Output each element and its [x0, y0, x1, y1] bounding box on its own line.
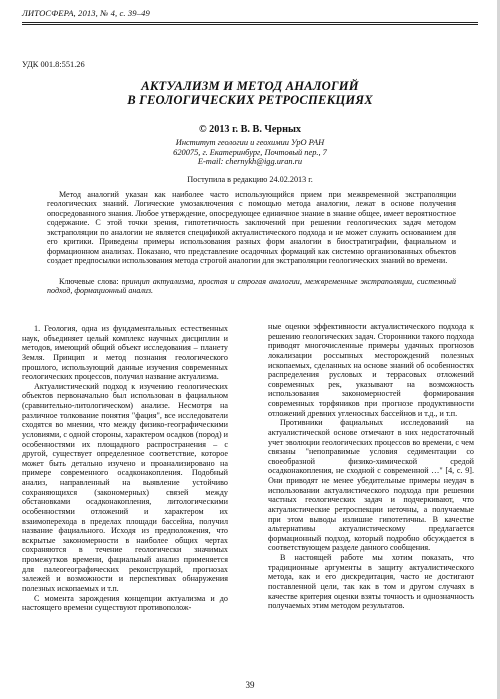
header-rule: [22, 22, 478, 23]
article-title: [60, 79, 440, 107]
keywords-label: Ключевые слова:: [59, 277, 119, 286]
affiliation-email: E-mail: chernykh@igg.uran.ru: [197, 157, 303, 167]
left-paragraph-3: С момента зарождения концепции актуализма и до настоящего времени существуют противополож-: [22, 593, 228, 613]
left-paragraph-1: 1. Геология, одна из фундаментальных естественных наук, объединяет целый комплекс научных дисциплин и методов, имеющий общий объект исследования – планету Земля. Принцип и метод познания геологического прошлого, использующий данные изучения современных геологических процессов, получил название актуализма.: [22, 324, 228, 382]
affiliation-address: 620075, г. Екатеринбург, Почтовый пер., 7: [173, 147, 327, 157]
abstract: Метод аналогий указан как наиболее часто использующийся прием при межвременной экстраполяции геологических знаний. Логические умозаключения с помощью метода аналогии, лежат в основе получения опосредованного знания. Любое утверждение, опосредующее единичное знание в знание общее, имеет вероятностное содержание. С этой точки зрения, гипотетичность заключений при решении геологических задач методом экстраполяции по аналогии не является спецификой актуалистического подхода и не может служить основанием для его критики. Приведены примеры использования разных форм аналогии в биостратиграфии, фациальном и формационном анализах. Показано, что представление осадочных формаций как системно организованных объектов создает предпосылки использования метода строгой аналогии для экстраполяции геологических знаний во времени.: [47, 190, 456, 266]
running-head: ЛИТОСФЕРА, 2013, № 4, с. 39–49: [22, 8, 150, 18]
affiliation: [60, 138, 440, 167]
right-paragraph-1: ные оценки эффективности актуалистического подхода к решению геологических задач. Сторонники такого подхода приводят многочисленные примеры удачных прогнозов локализации россыпных месторождений полезных ископаемых, сделанных на основе знаний об особенностях распределения русловых и террасовых отложений современных рек, указывают на возможность использования закономерностей формирования современных торфяников при прогнозе продуктивности отложений древних угленосных бассейнов и т.д., и т.п.: [268, 322, 474, 418]
author-line: © 2013 г. В. В. Черных: [198, 124, 301, 135]
left-paragraph-2: Актуалистический подход к изучению геологических объектов первоначально был использован в фациальном (сравнительно-литологическом) анализе. Несмотря на различное толкование понятия "фация", все исследователи сходятся во мнении, что между физико-географическими условиями, с одной стороны, характером осадков (пород) и особенностями их площадного распространения – с другой, существует определенное соответствие, которое может быть детально изучено и проанализировано на примере современного осадконакопления. Подобный анализ, направленный на выявление устойчиво сохраняющихся (закономерных) связей между обстановками осадконакопления, литологическими особенностями отложений и характером их взаимоперехода в пределах площади бассейна, получил название фациального. Исходя из предположения, что вскрытые закономерности в наиболее общих чертах сохраняются в течение геологически значимых промежутков времени, фациальный анализ применяется для палеогеографических реконструкций, прогнозах залежей и возможности и перспективах обнаружения полезных ископаемых и т.п.: [22, 381, 228, 593]
right-paragraph-3: В настоящей работе мы хотим показать, что традиционные аргументы в защиту актуалистического метода, как и его дискредитация, часто не достигают поставленной цели, так как в том и другом случаях в качестве критерия оценки взяты точность и однозначность получаемых этим методом результатов.: [268, 553, 474, 611]
page-number: 39: [245, 680, 255, 690]
left-column: [22, 324, 228, 613]
title-line-2: В ГЕОЛОГИЧЕСКИХ РЕТРОСПЕКЦИЯХ: [127, 93, 373, 107]
affiliation-institute: Институт геологии и геохимии УрО РАН: [175, 138, 325, 147]
title-line-1: АКТУАЛИЗМ И МЕТОД АНАЛОГИЙ: [141, 79, 359, 93]
keywords: [47, 277, 456, 296]
header-rule-thin: [22, 24, 478, 25]
udc-code: УДК 001.8:551.26: [22, 60, 85, 69]
right-paragraph-2: Противники фациальных исследований на актуалистической основе отмечают в них недостаточный учет эволюции геологических процессов во времени, с чем связаны "непоправимые условия седиментации со своеобразной физико-химической средой осадконакопления, не сходной с современной …" [4, с. 9]. Они приводят не менее убедительные примеры неудач в использовании актуалистического подхода при решении частных геологических задач и подчеркивают, что актуалистические ретроспекции неточны, а получаемые при этом выводы излишне гипотетичны. В качестве альтернативы актуалистическому предлагается формационный подход, который подробно обсуждается в соответствующем разделе данного сообщения.: [268, 418, 474, 553]
received-date: Поступила в редакцию 24.02.2013 г.: [187, 175, 313, 184]
keywords-text: принцип актуализма, простая и строгая аналогии, межвременные экстраполяции, системный подход, формационный анализ.: [47, 277, 457, 296]
right-column: [268, 322, 474, 611]
